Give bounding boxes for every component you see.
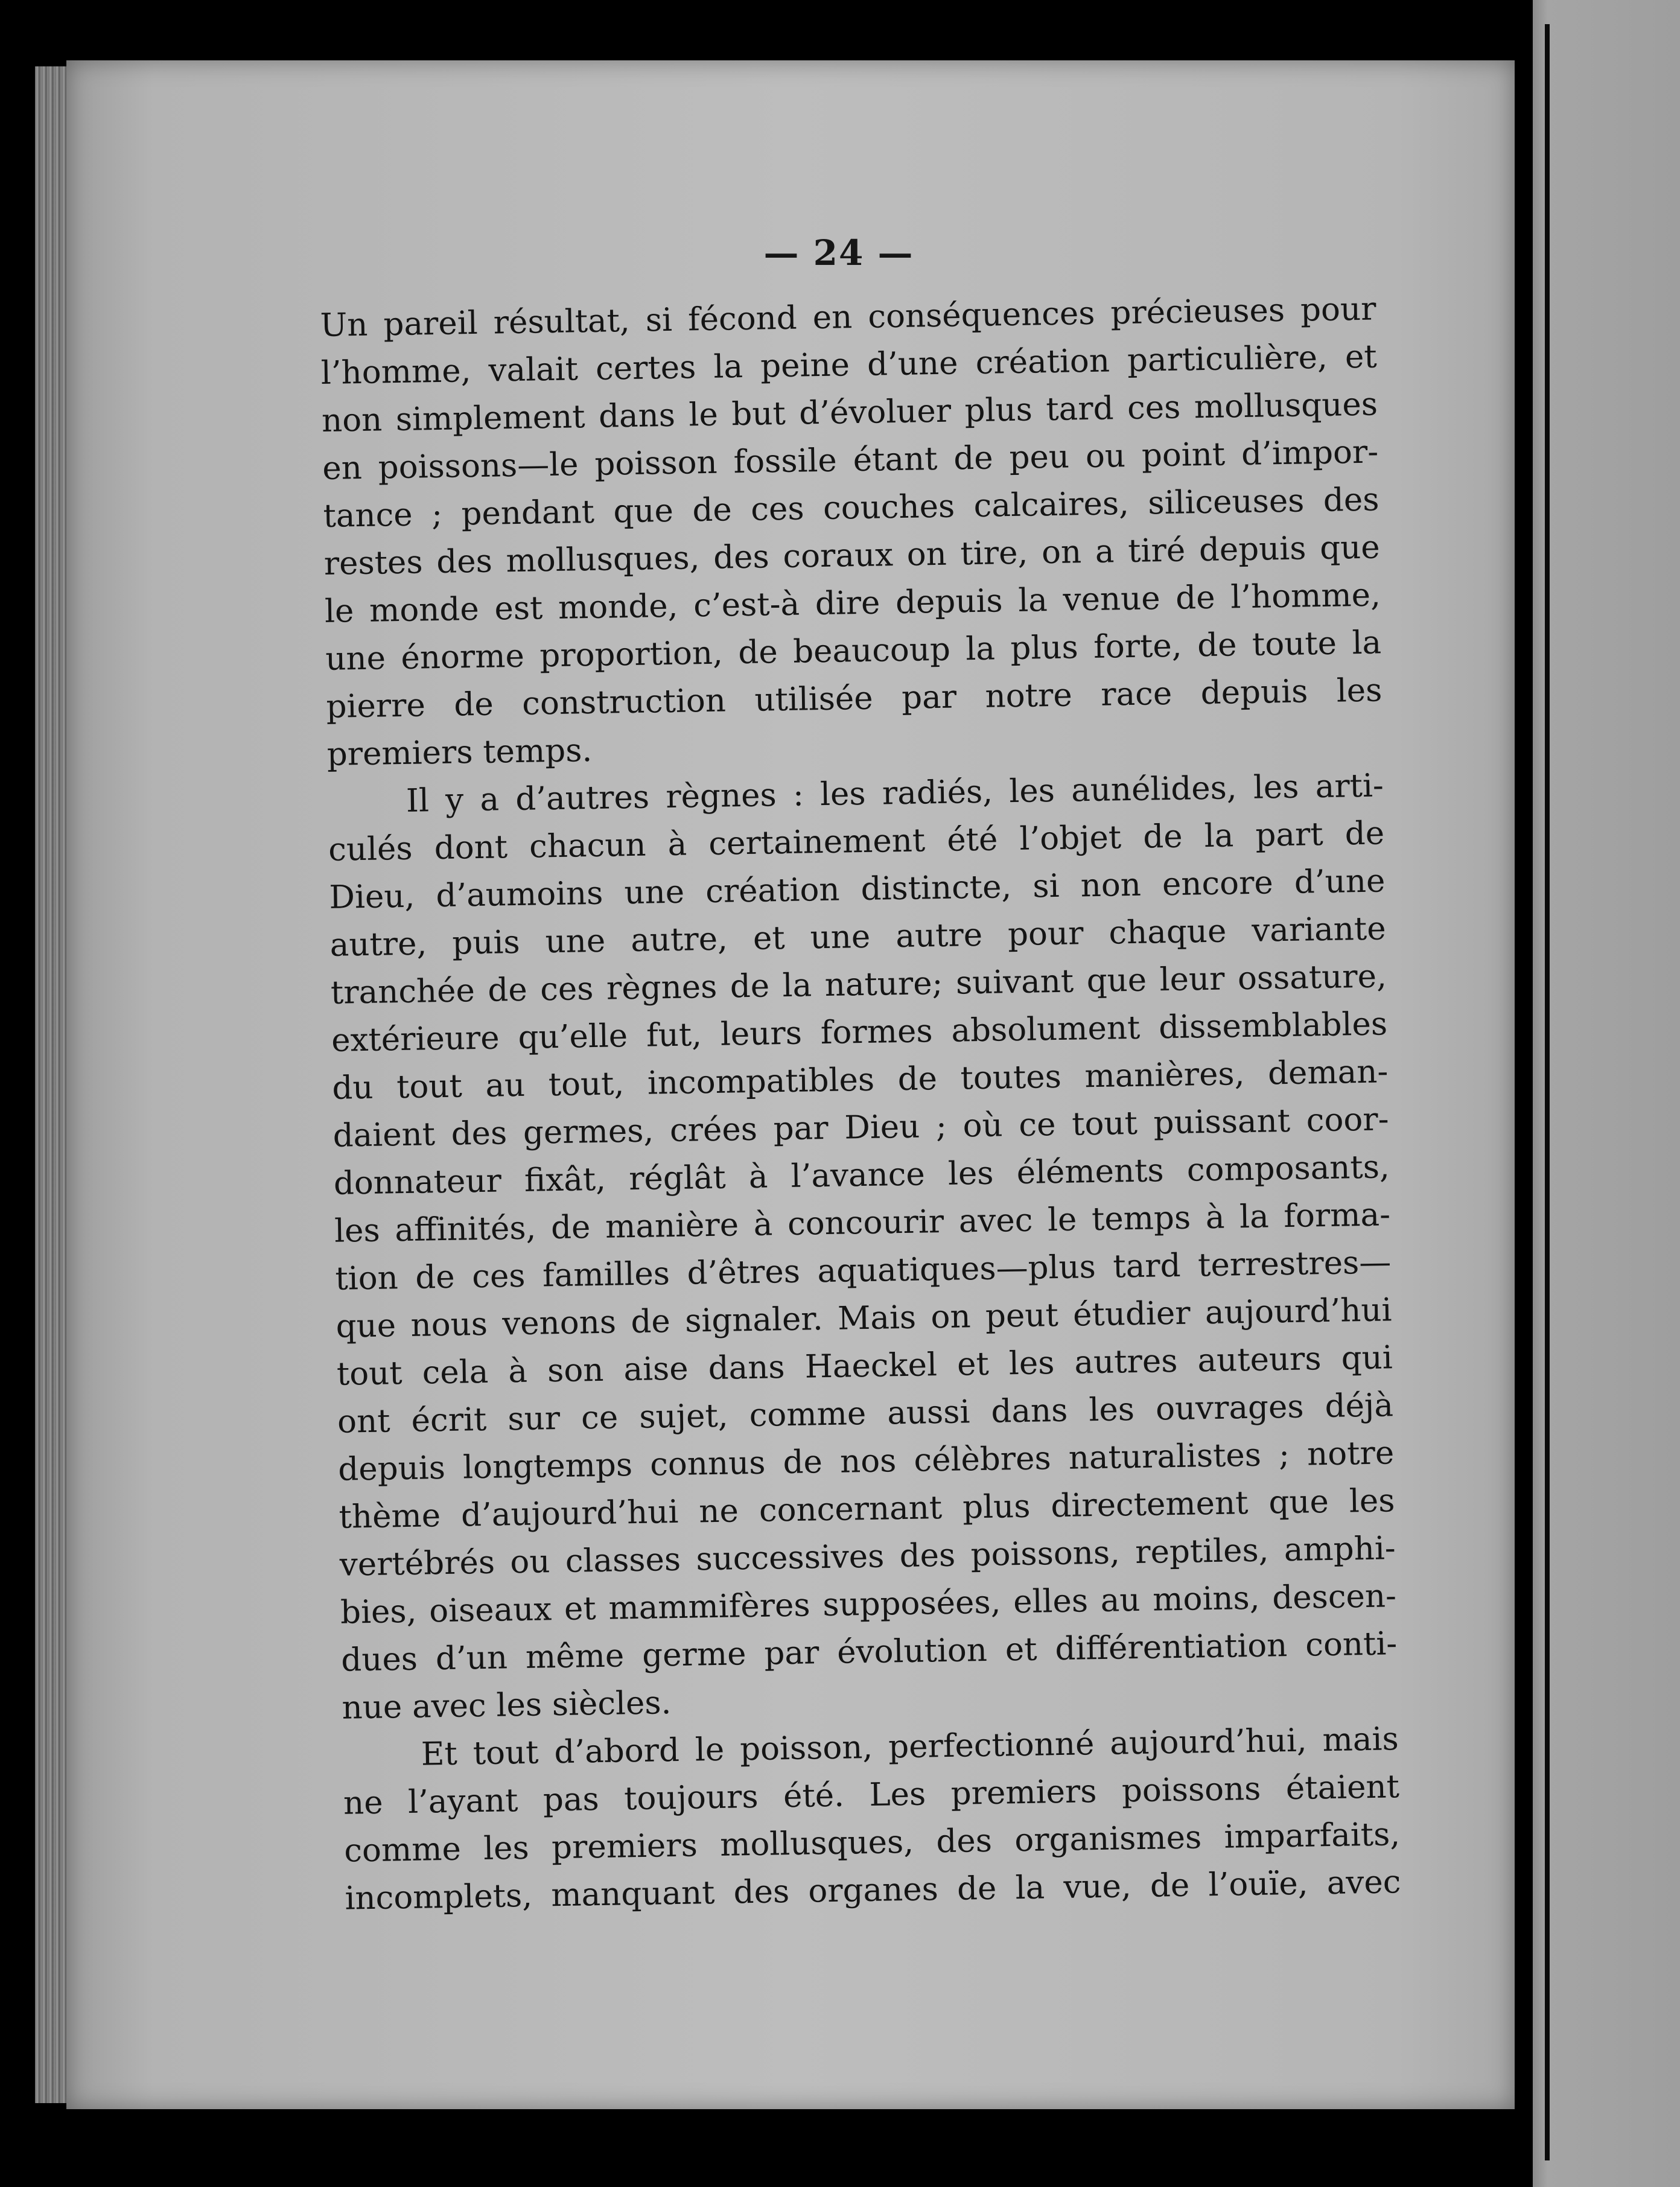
text-line: Un pareil résultat, si fécond en conséquences précieuses pour bbox=[320, 290, 1376, 344]
paragraph-2 bbox=[327, 762, 1398, 1731]
text-line: l’homme, valait certes la peine d’une création particulière, et bbox=[320, 338, 1378, 392]
text-line: nue avec les siècles. bbox=[342, 1684, 672, 1727]
text-line: daient des germes, crées par Dieu ; où ce tout puissant coor- bbox=[332, 1101, 1389, 1154]
page-edge-stack bbox=[35, 66, 71, 2103]
text-line: pierre de construction utilisée par notre race depuis les bbox=[326, 672, 1382, 725]
paragraph-1 bbox=[320, 285, 1383, 778]
text-line: thème d’aujourd’hui ne concernant plus directement que les bbox=[339, 1482, 1395, 1536]
body-text bbox=[320, 285, 1401, 1923]
facing-page-edge bbox=[1533, 0, 1680, 2187]
text-line: tout cela à son aise dans Haeckel et les autres auteurs qui bbox=[336, 1339, 1393, 1393]
text-line: tance ; pendant que de ces couches calcaires, siliceuses des bbox=[323, 481, 1379, 535]
text-line: ont écrit sur ce sujet, comme aussi dans les ouvrages déjà bbox=[337, 1387, 1394, 1440]
text-line: du tout au tout, incompatibles de toutes manières, deman- bbox=[331, 1053, 1389, 1107]
text-line: Dieu, d’aumoins une création distincte, si non encore d’une bbox=[329, 862, 1386, 916]
text-line: vertébrés ou classes successives des poissons, reptiles, amphi- bbox=[339, 1530, 1396, 1584]
text-line: Et tout d’abord le poisson, perfectionné aujourd’hui, mais bbox=[421, 1721, 1399, 1773]
text-line: non simplement dans le but d’évoluer plus tard ces mollusques bbox=[321, 386, 1378, 439]
binding-rule bbox=[1545, 24, 1550, 2160]
text-line: autre, puis une autre, et une autre pour chaque variante bbox=[329, 910, 1387, 964]
text-line: tion de ces familles d’êtres aquatiques—plus tard terrestres— bbox=[334, 1244, 1392, 1297]
text-line: depuis longtemps connus de nos célèbres naturalistes ; notre bbox=[337, 1434, 1395, 1488]
text-line: tranchée de ces règnes de la nature; suivant que leur ossature, bbox=[330, 958, 1387, 1011]
text-line: culés dont chacun à certainement été l’objet de la part de bbox=[328, 815, 1385, 868]
text-line: les affinités, de manière à concourir avec le temps à la forma- bbox=[334, 1196, 1391, 1250]
text-line: bies, oiseaux et mammifères supposées, elles au moins, descen- bbox=[340, 1577, 1397, 1631]
page-number: — 24 — bbox=[763, 232, 914, 273]
text-line: Il y a d’autres règnes : les radiés, les aunélides, les arti- bbox=[406, 767, 1384, 820]
text-line: que nous venons de signaler. Mais on peut étudier aujourd’hui bbox=[336, 1291, 1392, 1345]
text-line: incomplets, manquant des organes de la vue, de l’ouïe, avec bbox=[345, 1864, 1401, 1917]
text-line: une énorme proportion, de beaucoup la plus forte, de toute la bbox=[325, 624, 1382, 678]
text-line: dues d’un même germe par évolution et différentiation conti- bbox=[340, 1625, 1398, 1679]
text-line: extérieure qu’elle fut, leurs formes absolument dissemblables bbox=[331, 1005, 1388, 1059]
paragraph-3 bbox=[342, 1715, 1401, 1922]
text-line: ne l’ayant pas toujours été. Les premiers poissons étaient bbox=[343, 1768, 1400, 1822]
text-line: donnateur fixât, réglât à l’avance les éléments composants, bbox=[333, 1148, 1390, 1202]
text-line: en poissons—le poisson fossile étant de peu ou point d’impor- bbox=[322, 433, 1379, 487]
text-line: comme les premiers mollusques, des organismes imparfaits, bbox=[343, 1816, 1401, 1870]
text-line: restes des mollusques, des coraux on tire, on a tiré depuis que bbox=[323, 529, 1381, 582]
text-line: le monde est monde, c’est-à dire depuis la venue de l’homme, bbox=[324, 576, 1381, 630]
text-line: premiers temps. bbox=[326, 732, 593, 773]
